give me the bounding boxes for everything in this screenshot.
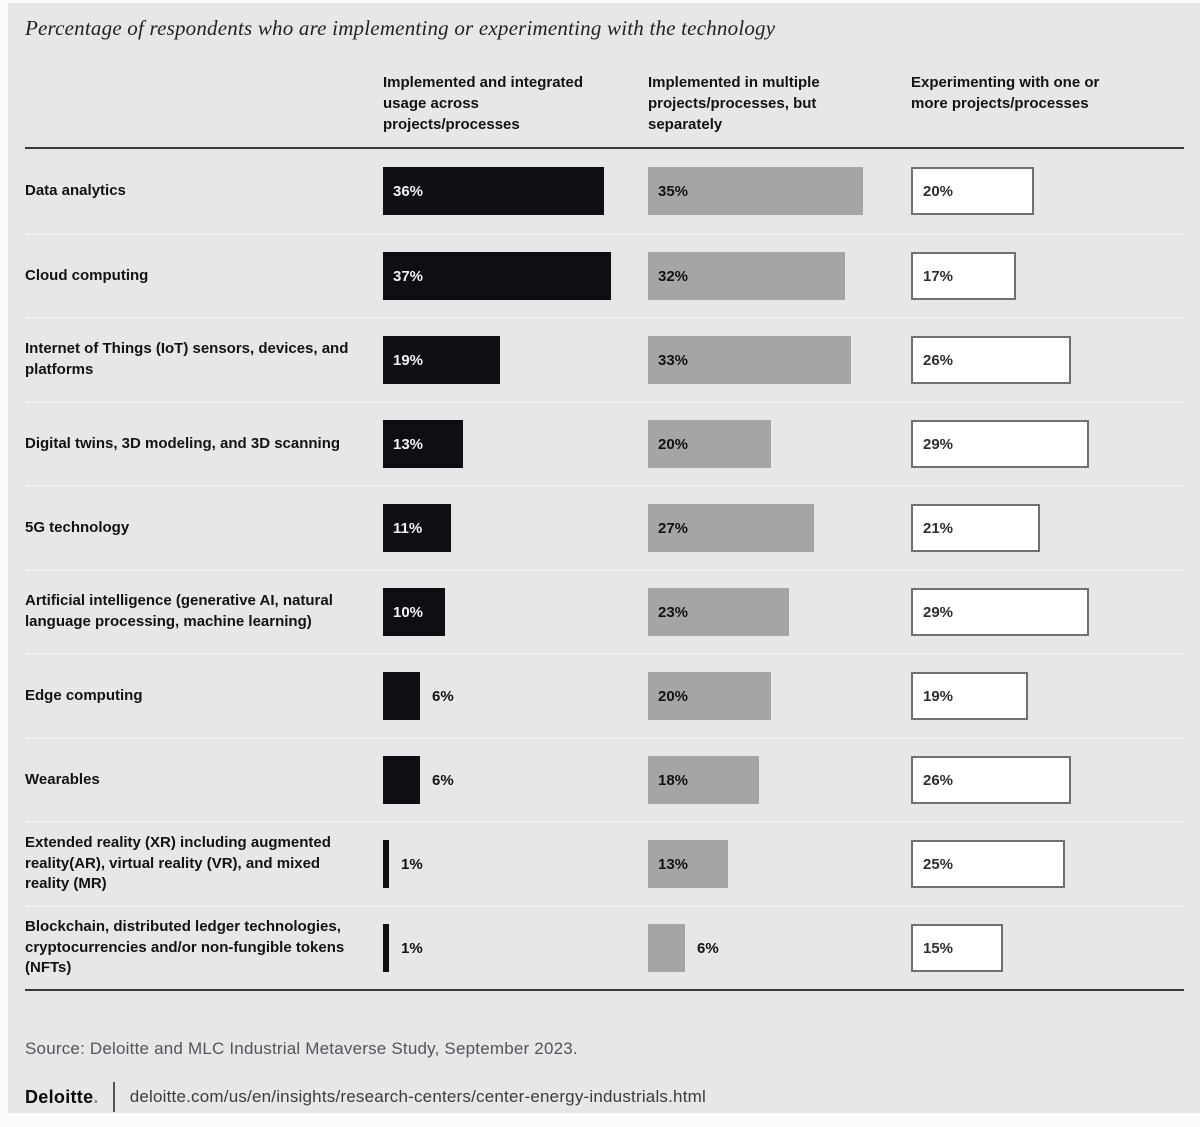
bar-value-label: 10% xyxy=(393,603,424,621)
bar-gray xyxy=(648,840,728,888)
bar-cell xyxy=(383,756,648,804)
column-header-implemented-integrated xyxy=(383,72,648,135)
table-row xyxy=(25,905,1184,989)
table-row xyxy=(25,569,1184,653)
bar-cell xyxy=(648,924,911,972)
bar-value-label: 29% xyxy=(923,435,954,453)
bar-value-label: 6% xyxy=(697,939,719,957)
bar-cell xyxy=(648,672,911,720)
table-row xyxy=(25,149,1184,233)
table-row xyxy=(25,401,1184,485)
bar-value-label: 19% xyxy=(923,687,954,705)
bar-value-label: 26% xyxy=(923,771,954,789)
technology-label: Digital twins, 3D modeling, and 3D scanning xyxy=(25,434,341,452)
bar-gray xyxy=(648,336,851,384)
bar-cell xyxy=(911,420,1184,468)
bar-cell xyxy=(911,672,1184,720)
column-header-label: Experimenting with one or more projects/processes xyxy=(911,74,1100,112)
bar-value-label: 6% xyxy=(432,771,454,789)
chart-title: Percentage of respondents who are implementing or experimenting with the technology xyxy=(25,16,776,40)
bar-value-label: 26% xyxy=(923,351,954,369)
bar-white-outlined xyxy=(911,756,1071,804)
table-row xyxy=(25,653,1184,737)
chart-panel xyxy=(8,3,1200,1113)
bar-value-label: 33% xyxy=(658,351,689,369)
bar-cell xyxy=(911,924,1184,972)
bar-gray xyxy=(648,588,789,636)
bar-black xyxy=(383,167,604,215)
bar-cell xyxy=(911,756,1184,804)
bar-black xyxy=(383,756,420,804)
bar-white-outlined xyxy=(911,588,1089,636)
bar-value-label: 37% xyxy=(393,267,424,285)
bar-gray xyxy=(648,167,863,215)
column-header-label: Implemented in multiple projects/processes, but separately xyxy=(648,74,820,133)
table-row xyxy=(25,737,1184,821)
bar-white-outlined xyxy=(911,672,1028,720)
bar-value-label: 18% xyxy=(658,771,689,789)
bar-black xyxy=(383,924,389,972)
table-row xyxy=(25,485,1184,569)
column-header-experimenting xyxy=(911,72,1184,135)
bar-black xyxy=(383,252,611,300)
bar-value-label: 1% xyxy=(401,855,423,873)
bar-white-outlined xyxy=(911,167,1034,215)
bar-value-label: 11% xyxy=(393,519,423,537)
bar-cell xyxy=(383,672,648,720)
bar-value-label: 29% xyxy=(923,603,954,621)
bar-cell xyxy=(383,504,648,552)
bar-white-outlined xyxy=(911,336,1071,384)
bar-cell xyxy=(911,336,1184,384)
bar-cell xyxy=(648,756,911,804)
bar-cell xyxy=(648,336,911,384)
technology-label: Blockchain, distributed ledger technologies, cryptocurrencies and/or non-fungible tokens (NFTs) xyxy=(25,917,345,977)
bar-cell xyxy=(383,420,648,468)
bar-white-outlined xyxy=(911,504,1040,552)
deloitte-logo-dot: . xyxy=(93,1086,99,1107)
bar-value-label: 25% xyxy=(923,855,954,873)
technology-label: Internet of Things (IoT) sensors, devices, and platforms xyxy=(25,340,349,378)
bar-cell xyxy=(648,840,911,888)
bar-cell xyxy=(648,504,911,552)
table-row xyxy=(25,317,1184,401)
bar-gray xyxy=(648,924,685,972)
bar-value-label: 15% xyxy=(923,939,954,957)
technology-label: Data analytics xyxy=(25,181,126,199)
bar-gray xyxy=(648,504,814,552)
bar-cell xyxy=(383,167,648,215)
bar-value-label: 36% xyxy=(393,182,424,200)
bar-value-label: 17% xyxy=(923,267,954,285)
column-header-implemented-separately xyxy=(648,72,911,135)
bar-black xyxy=(383,588,445,636)
technology-label: 5G technology xyxy=(25,518,130,536)
bar-black xyxy=(383,420,463,468)
footer-brand-row xyxy=(25,1082,1184,1112)
bar-value-label: 19% xyxy=(393,351,424,369)
bar-cell xyxy=(911,504,1184,552)
bar-cell xyxy=(383,588,648,636)
bar-cell xyxy=(911,252,1184,300)
bar-white-outlined xyxy=(911,252,1016,300)
bar-white-outlined xyxy=(911,420,1089,468)
bar-cell xyxy=(383,252,648,300)
bar-cell xyxy=(648,167,911,215)
bar-black xyxy=(383,336,500,384)
bar-value-label: 6% xyxy=(432,687,454,705)
column-header-label: Implemented and integrated usage across projects/processes xyxy=(383,74,584,133)
bar-cell xyxy=(648,420,911,468)
bar-value-label: 20% xyxy=(658,435,689,453)
bar-gray xyxy=(648,756,759,804)
bar-value-label: 32% xyxy=(658,267,689,285)
bar-value-label: 1% xyxy=(401,939,423,957)
bar-value-label: 13% xyxy=(393,435,424,453)
bar-gray xyxy=(648,672,771,720)
bar-black xyxy=(383,672,420,720)
bar-cell xyxy=(383,924,648,972)
bar-value-label: 27% xyxy=(658,519,689,537)
bar-gray xyxy=(648,420,771,468)
header-spacer xyxy=(25,72,383,135)
technology-label: Edge computing xyxy=(25,686,143,704)
technology-label: Extended reality (XR) including augmented reality(AR), virtual reality (VR), and mixed reality (MR) xyxy=(25,833,331,893)
bar-white-outlined xyxy=(911,840,1065,888)
bar-cell xyxy=(383,336,648,384)
bar-gray xyxy=(648,252,845,300)
bar-value-label: 20% xyxy=(923,182,954,200)
bar-cell xyxy=(648,588,911,636)
bar-black xyxy=(383,504,451,552)
technology-label: Wearables xyxy=(25,770,100,788)
bar-cell xyxy=(911,167,1184,215)
column-headers xyxy=(25,72,1184,149)
footer-url: deloitte.com/us/en/insights/research-centers/center-energy-industrials.html xyxy=(129,1087,706,1106)
chart-rows xyxy=(25,149,1184,991)
bar-cell xyxy=(648,252,911,300)
table-row xyxy=(25,821,1184,905)
deloitte-logo: Deloitte. xyxy=(25,1086,99,1107)
footer-divider xyxy=(113,1082,115,1112)
bar-cell xyxy=(911,840,1184,888)
technology-label: Cloud computing xyxy=(25,266,149,284)
bar-value-label: 20% xyxy=(658,687,689,705)
bar-value-label: 35% xyxy=(658,182,689,200)
technology-label: Artificial intelligence (generative AI, natural language processing, machine learning) xyxy=(25,592,333,630)
bar-cell xyxy=(383,840,648,888)
bar-black xyxy=(383,840,389,888)
bar-value-label: 21% xyxy=(923,519,954,537)
table-row xyxy=(25,233,1184,317)
source-note: Source: Deloitte and MLC Industrial Metaverse Study, September 2023. xyxy=(25,1039,578,1058)
bar-cell xyxy=(911,588,1184,636)
bar-value-label: 23% xyxy=(658,603,689,621)
bar-white-outlined xyxy=(911,924,1003,972)
bar-value-label: 13% xyxy=(658,855,689,873)
